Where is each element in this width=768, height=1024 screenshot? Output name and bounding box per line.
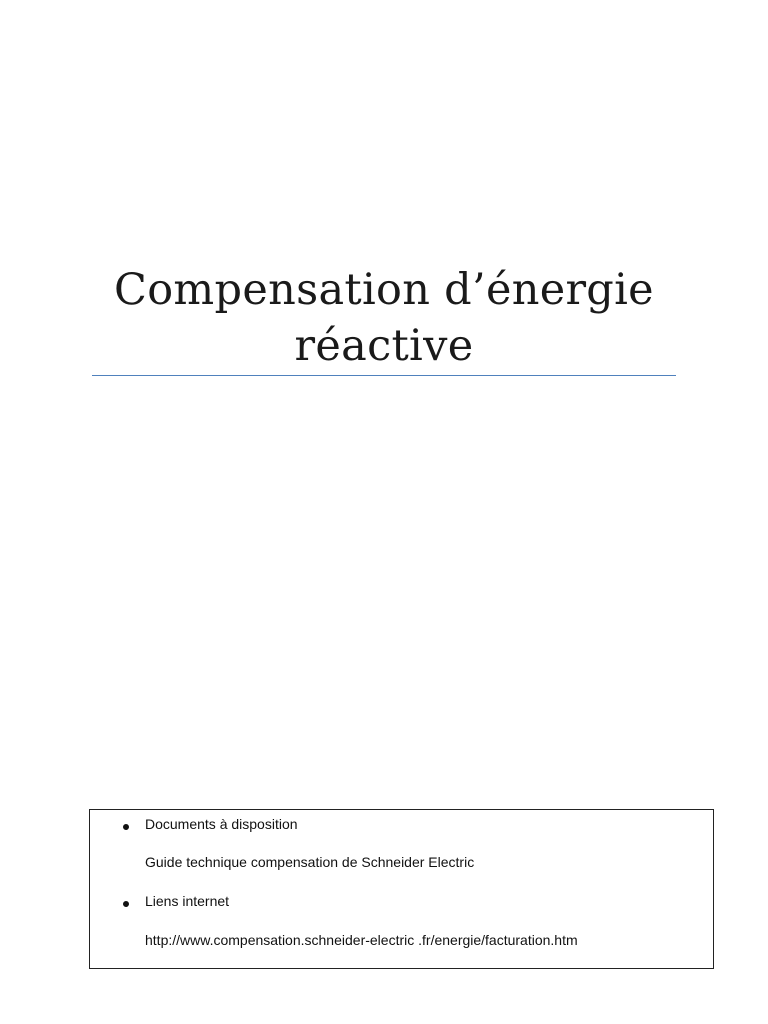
document-title bbox=[92, 262, 676, 374]
list-item-detail: Guide technique compensation de Schneider Electric bbox=[145, 854, 475, 870]
url-link[interactable]: http://www.compensation.schneider-electric .fr/energie/facturation.htm bbox=[145, 932, 578, 948]
bullet-icon bbox=[123, 901, 129, 907]
resources-box bbox=[89, 809, 714, 969]
bullet-icon bbox=[123, 824, 129, 830]
title-line-2: réactive bbox=[294, 321, 474, 371]
list-item-label: Liens internet bbox=[145, 893, 230, 909]
title-underline bbox=[92, 375, 676, 376]
list-item-label: Documents à disposition bbox=[145, 816, 298, 832]
title-line-1: Compensation d’énergie bbox=[114, 265, 654, 315]
